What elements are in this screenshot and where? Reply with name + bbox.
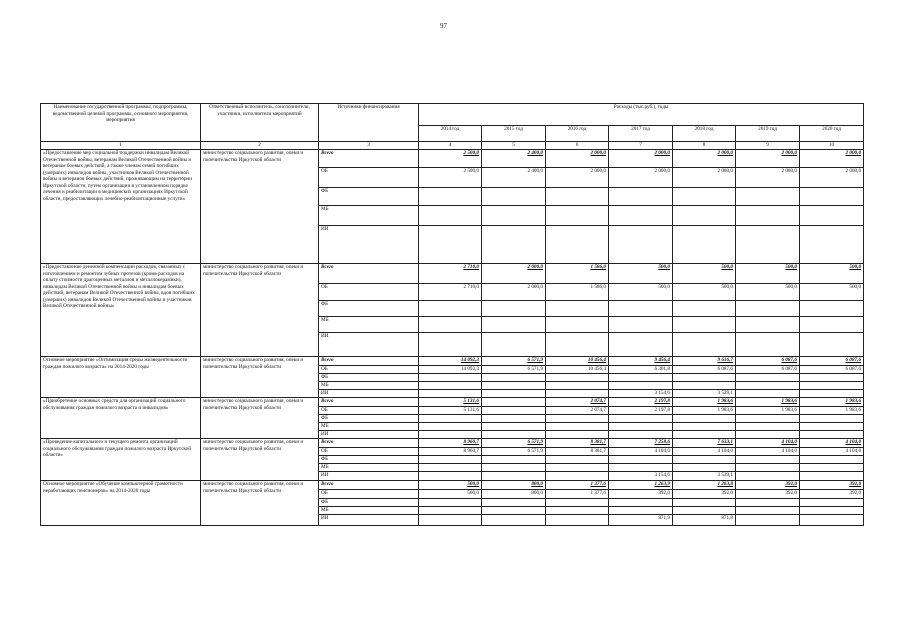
expense-value: 392,0 <box>736 481 800 490</box>
expense-value: 2 400,0 <box>482 168 546 188</box>
expense-value <box>482 301 546 317</box>
expense-value: 10 456,4 <box>546 357 609 366</box>
funding-source: Всего <box>319 150 419 168</box>
expense-value <box>800 464 864 472</box>
expense-value: 2 000,0 <box>673 168 736 188</box>
expense-value <box>482 415 546 423</box>
expense-value <box>419 431 482 439</box>
expense-value <box>546 333 609 357</box>
expense-value <box>482 507 546 515</box>
column-number: 9 <box>736 142 800 150</box>
column-number: 5 <box>482 142 546 150</box>
expense-value <box>736 333 800 357</box>
expense-value <box>736 188 800 206</box>
expense-value <box>546 415 609 423</box>
expense-value <box>482 456 546 464</box>
expense-value <box>482 464 546 472</box>
expense-value: 2 074,7 <box>546 398 609 407</box>
expense-value <box>800 515 864 526</box>
expense-value <box>609 333 673 357</box>
column-number: 10 <box>800 142 864 150</box>
header-executor: Ответственный исполнитель, соисполнители, участники, исполнители мероприятий <box>201 104 319 142</box>
funding-source: ИИ <box>319 226 419 264</box>
funding-source: ИИ <box>319 390 419 398</box>
expense-value: 3 154,6 <box>609 472 673 481</box>
expense-value: 392,0 <box>800 481 864 490</box>
program-name: Основное мероприятие «Оптимизация среды жизнедеятельности граждан пожилого возраста» на 2014-2020 годы <box>41 357 201 398</box>
expense-value <box>609 423 673 431</box>
expense-value: 2 500,0 <box>419 150 482 168</box>
header-sources: Источники финансирования <box>319 104 419 142</box>
expense-value <box>609 374 673 382</box>
expense-value <box>673 374 736 382</box>
expense-value: 1 586,0 <box>546 284 609 301</box>
expense-value: 4 104,0 <box>673 448 736 456</box>
expense-value <box>673 382 736 390</box>
funding-source: МБ <box>319 317 419 333</box>
expense-value <box>419 390 482 398</box>
expense-value <box>609 431 673 439</box>
expense-value <box>482 431 546 439</box>
header-program: Наименование государственной программы, подпрограммы, ведомственной целевой программы, основного мероприятия, мероприятия <box>41 104 201 142</box>
expense-value: 2 000,0 <box>736 150 800 168</box>
expense-value <box>800 382 864 390</box>
expense-value <box>482 382 546 390</box>
funding-source: ОБ <box>319 366 419 374</box>
expense-value <box>419 499 482 507</box>
expense-value <box>419 301 482 317</box>
expense-value <box>546 431 609 439</box>
expense-value <box>482 188 546 206</box>
expense-value: 392,0 <box>673 490 736 499</box>
expense-value: 2 000,0 <box>546 168 609 188</box>
expense-value <box>736 415 800 423</box>
expense-value <box>673 226 736 264</box>
expense-value <box>482 515 546 526</box>
funding-source: ИИ <box>319 515 419 526</box>
expense-value: 1 377,6 <box>546 481 609 490</box>
expense-value <box>800 431 864 439</box>
funding-source: ИИ <box>319 333 419 357</box>
expense-value <box>736 499 800 507</box>
expense-value: 6 087,6 <box>736 357 800 366</box>
funding-source: ФБ <box>319 499 419 507</box>
expense-value: 1 983,6 <box>673 407 736 415</box>
expense-value: 7 633,1 <box>673 439 736 448</box>
expense-value <box>546 507 609 515</box>
expense-value: 8 381,7 <box>546 439 609 448</box>
expense-value <box>673 423 736 431</box>
column-number: 6 <box>546 142 609 150</box>
expense-value <box>673 206 736 226</box>
expense-value: 6 087,6 <box>736 366 800 374</box>
expense-value: 1 377,6 <box>546 490 609 499</box>
expense-value: 6 571,9 <box>482 448 546 456</box>
expense-value: 500,0 <box>419 490 482 499</box>
expense-value: 392,0 <box>736 490 800 499</box>
expense-value <box>673 301 736 317</box>
expense-value: 2 000,0 <box>609 150 673 168</box>
expense-value <box>736 431 800 439</box>
expense-value <box>546 456 609 464</box>
expense-value <box>609 507 673 515</box>
column-number: 4 <box>419 142 482 150</box>
funding-source: Всего <box>319 439 419 448</box>
expense-value <box>546 317 609 333</box>
expense-value: 2 000,0 <box>673 150 736 168</box>
expense-value: 4 104,0 <box>736 448 800 456</box>
expense-value: 6 087,6 <box>800 366 864 374</box>
expense-value <box>609 226 673 264</box>
table-row <box>41 481 864 490</box>
expense-value: 1 983,6 <box>736 398 800 407</box>
program-name: «Предоставление денежной компенсации расходов, связанных с изготовлением и ремонтом зубных протезов (кроме расходов на оплату стоимости драгоценных металлов и металлокерамики), инвалидам Великой Отечественной войны и инвалидам боевых действий, ветеранам Великой Отечественной войны, вдов погибших (умерших) инвалидов Великой Отечественной войны и участников Великой Отечественной войны» <box>41 264 201 357</box>
funding-source: Всего <box>319 481 419 490</box>
expense-value <box>673 431 736 439</box>
expense-value: 3 154,6 <box>609 390 673 398</box>
expense-value <box>673 464 736 472</box>
expense-value <box>609 317 673 333</box>
funding-source: ОБ <box>319 407 419 415</box>
expense-value: 6 301,8 <box>609 366 673 374</box>
expense-value: 1 586,0 <box>546 264 609 284</box>
funding-source: ОБ <box>319 490 419 499</box>
funding-source: ФБ <box>319 301 419 317</box>
expense-value: 500,0 <box>736 264 800 284</box>
funding-source: ФБ <box>319 456 419 464</box>
expense-value <box>609 206 673 226</box>
expense-value: 500,0 <box>673 264 736 284</box>
expense-value: 9 616,7 <box>673 357 736 366</box>
expense-value: 500,0 <box>609 264 673 284</box>
expense-value <box>546 423 609 431</box>
expense-value: 3 529,1 <box>673 390 736 398</box>
column-number: 1 <box>41 142 201 150</box>
funding-source: ОБ <box>319 168 419 188</box>
expense-value: 8 960,7 <box>419 439 482 448</box>
expense-value: 392,0 <box>800 490 864 499</box>
page-number: 97 <box>440 22 447 30</box>
executor-name: министерство социального развития, опеки и попечительства Иркутской области <box>201 398 319 439</box>
expense-value <box>419 226 482 264</box>
expense-value: 1 983,6 <box>800 407 864 415</box>
expense-value <box>419 415 482 423</box>
expense-value <box>482 206 546 226</box>
expense-value <box>736 206 800 226</box>
expense-value <box>419 382 482 390</box>
expense-value <box>546 374 609 382</box>
program-name: «Проведение капитального и текущего ремонта организаций социального обслуживания граждан пожилого возраста Иркутской области» <box>41 439 201 481</box>
header-year: 2019 год <box>736 126 800 142</box>
expense-value: 3 529,1 <box>673 472 736 481</box>
expense-value: 1 983,6 <box>800 398 864 407</box>
expense-value <box>800 301 864 317</box>
expense-value <box>419 188 482 206</box>
expense-value <box>419 515 482 526</box>
expense-value <box>800 499 864 507</box>
expense-value <box>736 301 800 317</box>
header-year: 2014 год <box>419 126 482 142</box>
expense-value <box>546 515 609 526</box>
expense-value: 14 092,3 <box>419 366 482 374</box>
funding-source: Всего <box>319 264 419 284</box>
expense-value: 1 263,8 <box>673 481 736 490</box>
column-number: 7 <box>609 142 673 150</box>
expense-value <box>482 317 546 333</box>
expense-value <box>673 499 736 507</box>
expense-value <box>482 472 546 481</box>
expense-value <box>800 188 864 206</box>
expense-value: 2 000,0 <box>800 150 864 168</box>
expense-value: 6 571,9 <box>482 439 546 448</box>
funding-source: ФБ <box>319 415 419 423</box>
expense-value <box>800 456 864 464</box>
executor-name: министерство социального развития, опеки и попечительства Иркутской области <box>201 150 319 264</box>
expense-value: 500,0 <box>800 264 864 284</box>
expense-value: 2 197,8 <box>609 398 673 407</box>
expense-value <box>546 390 609 398</box>
expense-value: 1 263,9 <box>609 481 673 490</box>
expense-value <box>800 206 864 226</box>
header-year: 2015 год <box>482 126 546 142</box>
funding-source: МБ <box>319 382 419 390</box>
expense-value <box>736 423 800 431</box>
column-number: 3 <box>319 142 419 150</box>
expense-value <box>419 374 482 382</box>
expense-value <box>546 499 609 507</box>
expense-value <box>673 188 736 206</box>
expense-value: 4 104,0 <box>609 448 673 456</box>
expense-value: 14 092,3 <box>419 357 482 366</box>
budget-table <box>40 103 864 526</box>
expense-value: 871,9 <box>609 515 673 526</box>
expense-value <box>609 415 673 423</box>
expense-value <box>736 317 800 333</box>
expense-value <box>419 456 482 464</box>
expense-value: 2 000,0 <box>609 168 673 188</box>
expense-value <box>482 499 546 507</box>
expense-value <box>482 390 546 398</box>
funding-source: МБ <box>319 206 419 226</box>
expense-value <box>800 226 864 264</box>
funding-source: МБ <box>319 464 419 472</box>
expense-value <box>546 206 609 226</box>
expense-value <box>673 415 736 423</box>
table-row <box>41 398 864 407</box>
expense-value: 2 710,0 <box>419 264 482 284</box>
expense-value <box>673 456 736 464</box>
expense-value <box>736 515 800 526</box>
expense-value <box>482 423 546 431</box>
expense-value <box>482 333 546 357</box>
expense-value: 9 456,4 <box>609 357 673 366</box>
expense-value <box>609 456 673 464</box>
table-row <box>41 357 864 366</box>
expense-value: 7 258,6 <box>609 439 673 448</box>
funding-source: МБ <box>319 507 419 515</box>
header-year: 2016 год <box>546 126 609 142</box>
expense-value <box>800 374 864 382</box>
expense-value: 1 983,6 <box>736 407 800 415</box>
expense-value: 500,0 <box>609 284 673 301</box>
expense-value <box>800 507 864 515</box>
table-row <box>41 439 864 448</box>
expense-value <box>482 407 546 415</box>
expense-value <box>800 317 864 333</box>
expense-value <box>609 499 673 507</box>
expense-value <box>609 382 673 390</box>
expense-value <box>736 456 800 464</box>
expense-value: 392,0 <box>609 490 673 499</box>
expense-value <box>800 472 864 481</box>
expense-value <box>419 472 482 481</box>
expense-value: 500,0 <box>419 481 482 490</box>
expense-value: 2 000,0 <box>546 150 609 168</box>
expense-value: 4 104,0 <box>800 439 864 448</box>
expense-value: 2 500,0 <box>419 168 482 188</box>
expense-value: 2 710,0 <box>419 284 482 301</box>
expense-value <box>800 390 864 398</box>
expense-value: 6 571,9 <box>482 357 546 366</box>
expense-value <box>482 226 546 264</box>
expense-value: 500,0 <box>800 284 864 301</box>
expense-value <box>546 472 609 481</box>
column-number: 8 <box>673 142 736 150</box>
expense-value <box>419 507 482 515</box>
expense-value <box>800 333 864 357</box>
expense-value <box>673 317 736 333</box>
funding-source: Всего <box>319 357 419 366</box>
expense-value: 2 400,0 <box>482 150 546 168</box>
expense-value <box>736 390 800 398</box>
expense-value: 2 000,0 <box>800 168 864 188</box>
table-row <box>41 264 864 284</box>
expense-value <box>546 464 609 472</box>
funding-source: ОБ <box>319 448 419 456</box>
expense-value <box>546 226 609 264</box>
expense-value: 10 456,4 <box>546 366 609 374</box>
header-expenses: Расходы (тыс.руб.), годы <box>419 104 864 126</box>
expense-value: 8 960,7 <box>419 448 482 456</box>
executor-name: министерство социального развития, опеки и попечительства Иркутской области <box>201 264 319 357</box>
expense-value: 5 131,6 <box>419 407 482 415</box>
expense-value: 6 087,6 <box>673 366 736 374</box>
expense-value: 2 074,7 <box>546 407 609 415</box>
program-name: «Предоставление мер социальной поддержки инвалидам Великой Отечественной войны, ветеранам Великой Отечественной войны и ветеранам боевых действий, а также членам семей погибших (умерших) инвалидов войны, участников Великой Отечественной войны и ветеранов боевых действий, проживающим на территории Иркутской области, путем организации в установленном порядке лечения и реабилитации в медицинских организациях Иркутской области, предоставляющих лечебно-реабилитационные услуги» <box>41 150 201 264</box>
expense-value <box>419 464 482 472</box>
expense-value <box>546 188 609 206</box>
expense-value <box>482 398 546 407</box>
expense-value: 500,0 <box>736 284 800 301</box>
expense-value <box>609 188 673 206</box>
funding-source: ФБ <box>319 374 419 382</box>
expense-value: 6 571,9 <box>482 366 546 374</box>
expense-value: 2 000,0 <box>482 284 546 301</box>
header-year: 2020 год <box>800 126 864 142</box>
executor-name: министерство социального развития, опеки и попечительства Иркутской области <box>201 439 319 481</box>
executor-name: министерство социального развития, опеки и попечительства Иркутской области <box>201 481 319 526</box>
funding-source: ФБ <box>319 188 419 206</box>
funding-source: ИИ <box>319 431 419 439</box>
table-row <box>41 150 864 168</box>
header-year: 2017 год <box>609 126 673 142</box>
expense-value <box>736 464 800 472</box>
expense-value: 5 131,6 <box>419 398 482 407</box>
expense-value <box>736 374 800 382</box>
expense-value <box>673 333 736 357</box>
expense-value <box>419 423 482 431</box>
expense-value: 6 087,6 <box>800 357 864 366</box>
column-number: 2 <box>201 142 319 150</box>
expense-value <box>609 301 673 317</box>
expense-value: 800,0 <box>482 481 546 490</box>
funding-source: ОБ <box>319 284 419 301</box>
expense-value: 871,8 <box>673 515 736 526</box>
expense-value: 500,0 <box>673 284 736 301</box>
funding-source: МБ <box>319 423 419 431</box>
expense-value: 4 104,0 <box>736 439 800 448</box>
expense-value <box>736 507 800 515</box>
expense-value <box>419 206 482 226</box>
expense-value: 2 000,0 <box>736 168 800 188</box>
expense-value <box>736 382 800 390</box>
executor-name: министерство социального развития, опеки и попечительства Иркутской области <box>201 357 319 398</box>
funding-source: ИИ <box>319 472 419 481</box>
expense-value <box>673 507 736 515</box>
expense-value <box>419 317 482 333</box>
expense-value <box>609 464 673 472</box>
funding-source: Всего <box>319 398 419 407</box>
expense-value <box>419 333 482 357</box>
expense-value: 8 381,7 <box>546 448 609 456</box>
expense-value <box>546 301 609 317</box>
expense-value <box>482 374 546 382</box>
expense-value <box>800 423 864 431</box>
program-name: «Приобретение основных средств для организаций социального обслуживания граждан пожилого возраста и инвалидов» <box>41 398 201 439</box>
expense-value <box>800 415 864 423</box>
header-year: 2018 год <box>673 126 736 142</box>
expense-value: 800,0 <box>482 490 546 499</box>
expense-value: 1 983,6 <box>673 398 736 407</box>
expense-value <box>736 226 800 264</box>
expense-value <box>736 472 800 481</box>
expense-value: 2 197,8 <box>609 407 673 415</box>
expense-value: 4 104,0 <box>800 448 864 456</box>
expense-value: 2 000,0 <box>482 264 546 284</box>
program-name: Основное мероприятие «Обучение компьютерной грамотности неработающих пенсионеров» на 2014-2020 годы <box>41 481 201 526</box>
expense-value <box>546 382 609 390</box>
